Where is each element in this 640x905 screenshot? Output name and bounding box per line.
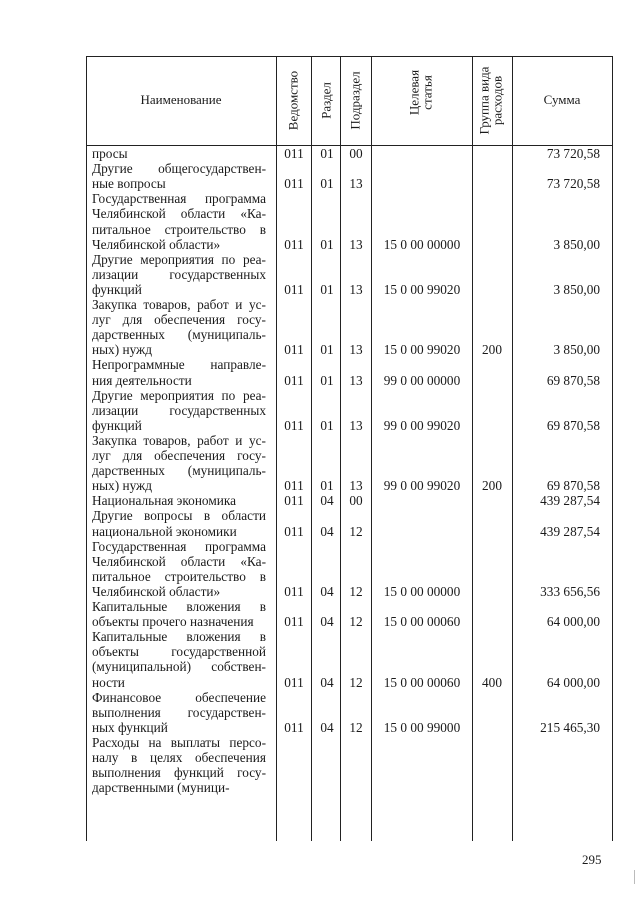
row-name-line: луг для обеспечения госу- [92,448,266,463]
cell-celevaya: 15 0 00 99020 [383,342,461,358]
row-name-line: Другие общегосударствен- [92,161,266,177]
col-border-cel [371,56,372,841]
row-name-line: Другие мероприятия по реа- [92,251,266,267]
row-name-line: объекты государственной [92,644,266,660]
cell-summa: 333 656,56 [540,583,600,599]
cell-razdel: 01 [320,146,334,161]
cell-razdel: 01 [320,281,334,297]
cell-summa: 69 870,58 [546,372,600,388]
cell-podrazdel: 12 [349,719,363,735]
cell-podrazdel: 13 [349,281,363,297]
cell-podrazdel: 12 [349,523,363,539]
row-name-line: дарственных (муниципаль- [92,327,266,343]
row-name-line: Финансовое обеспечение [92,689,266,705]
cell-vedomstvo: 011 [284,176,304,192]
cell-razdel: 04 [320,523,334,539]
cell-vedomstvo: 011 [284,478,304,494]
cell-celevaya: 15 0 00 99000 [383,719,461,735]
row-name-line: функций [92,417,142,433]
row-name-line: налу в целях обеспечения [92,750,266,765]
row-name-line: объекты прочего назначения [92,614,254,630]
row-name-line: национальной экономики [92,523,237,539]
row-name-line: Челябинской области» [92,583,221,599]
row-name-line: (муниципальной) собствен- [92,659,266,675]
cell-summa: 73 720,58 [546,176,600,192]
row-name-line: Челябинской области» [92,236,221,252]
cell-razdel: 01 [320,342,334,358]
page-number: 295 [582,852,602,867]
cell-summa: 3 850,00 [553,281,600,297]
cell-gruppa: 400 [482,674,502,690]
cell-vedomstvo: 011 [284,146,304,161]
col-border-left [86,56,87,841]
edge-mark [634,870,635,884]
cell-razdel: 04 [320,674,334,690]
row-name-line: ных функций [92,719,168,735]
cell-podrazdel: 00 [349,493,363,509]
cell-razdel: 01 [320,417,334,433]
cell-podrazdel: 00 [349,146,363,161]
cell-summa: 3 850,00 [553,342,600,358]
header-gruppa-line2: расходов [489,75,505,126]
cell-vedomstvo: 011 [284,614,304,630]
row-name-line: просы [92,146,128,161]
cell-celevaya: 99 0 00 00000 [383,372,461,388]
cell-vedomstvo: 011 [284,342,304,358]
cell-razdel: 04 [320,614,334,630]
row-name-line: ния деятельности [92,372,192,388]
cell-vedomstvo: 011 [284,372,304,388]
cell-summa: 64 000,00 [546,674,600,690]
cell-summa: 439 287,54 [540,493,600,509]
col-border-gr [472,56,473,841]
row-name-line: ности [92,674,125,690]
cell-vedomstvo: 011 [284,281,304,297]
row-name-line: ные вопросы [92,176,166,192]
cell-celevaya: 15 0 00 00000 [383,583,461,599]
cell-podrazdel: 13 [349,176,363,192]
row-name-line: Челябинской области «Ка- [92,553,266,569]
row-name-line: функций [92,281,142,297]
row-name-line: Капитальные вложения в [92,629,266,645]
row-name-line: Государственная программа [92,538,266,554]
cell-podrazdel: 12 [349,674,363,690]
cell-razdel: 01 [320,236,334,252]
header-vedomstvo: Ведомство [285,70,301,131]
cell-celevaya: 15 0 00 00060 [383,674,461,690]
cell-vedomstvo: 011 [284,236,304,252]
row-name-line: питальное строительство в [92,568,266,584]
row-name-line: питальное строительство в [92,221,266,237]
row-name-line: Закупка товаров, работ и ус- [92,297,266,312]
cell-vedomstvo: 011 [284,523,304,539]
header-celevaya-line2: статья [419,75,435,110]
row-name-line: Государственная программа [92,191,266,207]
cell-summa: 439 287,54 [540,523,600,539]
row-name-line: ных) нужд [92,478,152,494]
row-name-line: дарственными (муници- [92,780,230,796]
row-name-line: выполнения государствен- [92,704,266,720]
cell-summa: 3 850,00 [553,236,600,252]
cell-razdel: 04 [320,719,334,735]
cell-celevaya: 99 0 00 99020 [383,417,461,433]
header-podrazdel: Подраздел [347,71,363,130]
cell-summa: 64 000,00 [546,614,600,630]
cell-gruppa: 200 [482,342,502,358]
row-name-line: Закупка товаров, работ и ус- [92,432,266,448]
row-name-line: Расходы на выплаты персо- [92,734,266,750]
cell-podrazdel: 13 [349,478,363,494]
cell-summa: 69 870,58 [546,417,600,433]
col-border-raz [311,56,312,841]
cell-razdel: 04 [320,493,334,509]
header-celevaya-line1: Целевая [406,69,422,116]
row-name-line: луг для обеспечения госу- [92,312,266,328]
row-name-line: Другие вопросы в области [92,508,266,524]
cell-gruppa: 200 [482,478,502,494]
row-name-line: лизации государственных [92,266,266,282]
cell-celevaya: 15 0 00 00000 [383,236,461,252]
cell-vedomstvo: 011 [284,583,304,599]
cell-celevaya: 15 0 00 99020 [383,281,461,297]
cell-celevaya: 15 0 00 00060 [383,614,461,630]
cell-podrazdel: 12 [349,614,363,630]
cell-vedomstvo: 011 [284,719,304,735]
col-border-ved [276,56,277,841]
row-name-line: лизации государственных [92,402,266,418]
row-name-line: Челябинской области «Ка- [92,206,266,222]
cell-podrazdel: 12 [349,583,363,599]
row-name-line: Капитальные вложения в [92,599,266,614]
cell-summa: 215 465,30 [540,719,600,735]
row-name-line: Другие мероприятия по реа- [92,387,266,403]
cell-vedomstvo: 011 [284,417,304,433]
header-razdel: Раздел [318,82,334,119]
row-name-line: Национальная экономика [92,493,237,509]
header-gruppa-line1: Группа вида [476,66,492,135]
col-border-right [612,56,613,841]
cell-razdel: 01 [320,372,334,388]
row-name-line: дарственных (муниципаль- [92,463,266,479]
cell-podrazdel: 13 [349,342,363,358]
cell-podrazdel: 13 [349,372,363,388]
cell-podrazdel: 13 [349,236,363,252]
cell-razdel: 01 [320,176,334,192]
cell-summa: 69 870,58 [546,478,600,494]
cell-razdel: 01 [320,478,334,494]
cell-summa: 73 720,58 [546,146,600,161]
cell-celevaya: 99 0 00 99020 [383,478,461,494]
cell-podrazdel: 13 [349,417,363,433]
header-name: Наименование [140,92,222,107]
row-name-line: выполнения функций госу- [92,765,266,781]
cell-vedomstvo: 011 [284,674,304,690]
cell-razdel: 04 [320,583,334,599]
header-summa: Сумма [543,92,581,107]
cell-vedomstvo: 011 [284,493,304,509]
row-name-line: ных) нужд [92,342,152,358]
row-name-line: Непрограммные направле- [92,357,266,373]
